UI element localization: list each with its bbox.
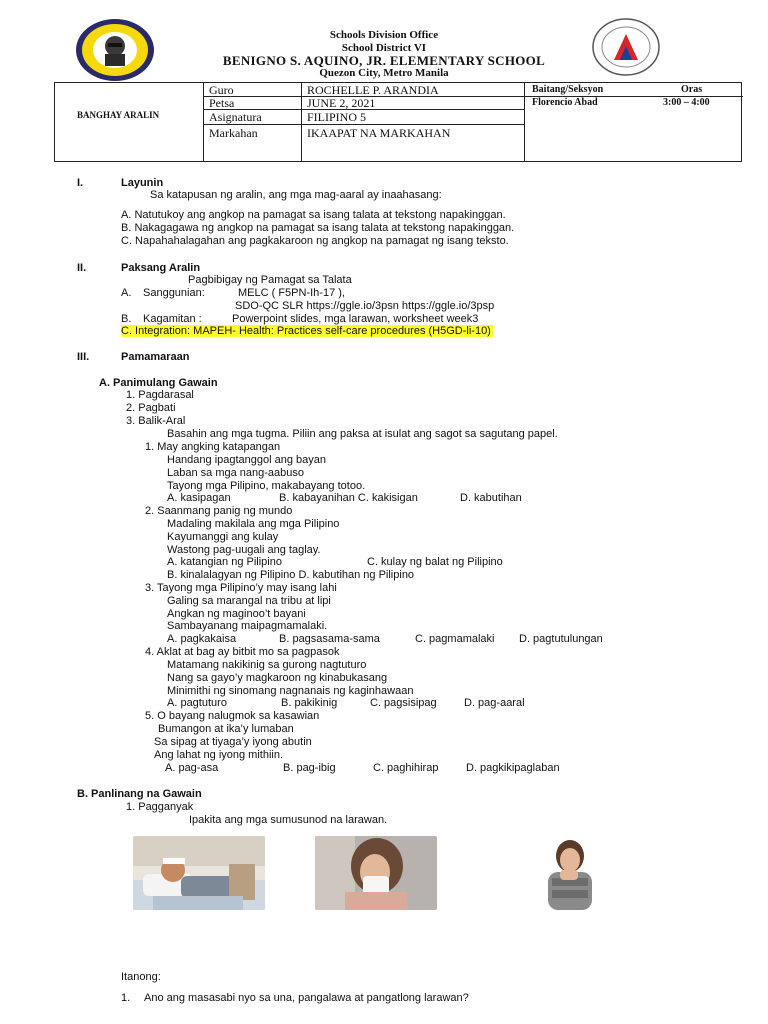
sneezing-woman-photo: [315, 836, 437, 910]
q4-choice-a: A. pagtuturo: [167, 697, 227, 709]
materials-key: Kagamitan :: [143, 313, 202, 325]
table-title: BANGHAY ARALIN: [77, 110, 160, 120]
q4-choice-d: D. pag-aaral: [464, 697, 525, 709]
objective-a: A. Natutukoy ang angkop na pamagat sa isang talata at tekstong napakinggan.: [121, 209, 506, 221]
q2-choice-a: A. katangian ng Pilipino: [167, 556, 282, 568]
q3-line-2: Galing sa marangal na tribu at lipi: [167, 595, 331, 607]
section-1-title: Layunin: [121, 177, 164, 189]
q2-line-2: Madaling makilala ang mga Pilipino: [167, 518, 340, 530]
itanong-label: Itanong:: [121, 971, 161, 983]
b-item-1: 1. Pagganyak: [126, 801, 194, 813]
lesson-topic: Pagbibigay ng Pamagat sa Talata: [188, 274, 352, 286]
q4-line-2: Matamang nakikinig sa gurong nagtuturo: [167, 659, 367, 671]
q4-line-3: Nang sa gayo’y magkaroon ng kinabukasang: [167, 672, 388, 684]
label-asignatura: Asignatura: [209, 110, 262, 124]
section-3-number: III.: [77, 351, 90, 363]
q2-line-4: Wastong pag-uugali ang taglay.: [167, 544, 321, 556]
section-value: Florencio Abad: [532, 97, 598, 108]
part-b-title: B. Panlinang na Gawain: [77, 788, 202, 800]
value-asignatura: FILIPINO 5: [307, 110, 366, 124]
q1-line-3: Laban sa mga nang-aabuso: [167, 467, 304, 479]
q5-line-1: 5. O bayang nalugmok sa kasawian: [145, 710, 320, 722]
q3-choice-b: B. pagsasama-sama: [279, 633, 380, 645]
reference-melc: MELC ( F5PN-Ih-17 ),: [238, 287, 345, 299]
q5-line-4: Ang lahat ng iyong mithiin.: [154, 749, 284, 761]
q4-line-4: Minimithi ng sinomang nagnanais ng kaginhawaan: [167, 685, 414, 697]
q5-choice-a: A. pag-asa: [165, 762, 219, 774]
q1-choice-a: A. kasipagan: [167, 492, 231, 504]
q1-choice-bc: B. kabayanihan C. kakisigan: [279, 492, 418, 504]
q2-line-1: 2. Saanmang panig ng mundo: [145, 505, 293, 517]
reference-label: A.: [121, 287, 132, 299]
section-3-title: Pamamaraan: [121, 351, 190, 363]
q3-choice-c: C. pagmamalaki: [415, 633, 495, 645]
q5-choice-d: D. pagkikipaglaban: [466, 762, 560, 774]
q1-line-4: Tayong mga Pilipino, makabayang totoo.: [167, 480, 366, 492]
part-a-title: A. Panimulang Gawain: [99, 377, 218, 389]
q3-line-1: 3. Tayong mga Pilipino’y may isang lahi: [145, 582, 337, 594]
q2-choice-c: C. kulay ng balat ng Pilipino: [367, 556, 503, 568]
label-guro: Guro: [209, 83, 234, 97]
q4-choice-c: C. pagsisipag: [370, 697, 437, 709]
q3-line-4: Sambayanang maipagmamalaki.: [167, 620, 328, 632]
q4-line-1: 4. Aklat at bag ay bitbit mo sa pagpasok: [145, 646, 340, 658]
lesson-info-table: [54, 82, 742, 162]
value-guro: ROCHELLE P. ARANDIA: [307, 83, 439, 97]
time-value: 3:00 – 4:00: [663, 97, 710, 108]
q5-line-2: Bumangon at ika’y lumaban: [158, 723, 294, 735]
section-2-title: Paksang Aralin: [121, 262, 201, 274]
section-2-number: II.: [77, 262, 87, 274]
value-petsa: JUNE 2, 2021: [307, 96, 376, 110]
a-item-1: 1. Pagdarasal: [126, 389, 194, 401]
q5-choice-c: C. paghihirap: [373, 762, 439, 774]
time-header: Oras: [681, 84, 703, 95]
a-item-2: 2. Pagbati: [126, 402, 176, 414]
section-1-intro: Sa katapusan ng aralin, ang mga mag-aaral ay inaahasang:: [150, 189, 442, 201]
question-1-text: Ano ang masasabi nyo sa una, pangalawa at pangatlong larawan?: [144, 992, 469, 1004]
integration-highlight: C. Integration: MAPEH- Health: Practices self-care procedures (H5GD-li-10): [121, 325, 491, 337]
school-location: Quezon City, Metro Manila: [319, 67, 449, 79]
review-instruction: Basahin ang mga tugma. Piliin ang paksa at isulat ang sagot sa sagutang papel.: [167, 428, 558, 440]
objective-b: B. Nakagagawa ng angkop na pamagat sa isang talata at tekstong napakinggan.: [121, 222, 515, 234]
q2-choice-bd: B. kinalalagyan ng Pilipino D. kabutihan ng Pilipino: [167, 569, 415, 581]
b-instruction: Ipakita ang mga sumusunod na larawan.: [189, 814, 388, 826]
label-petsa: Petsa: [209, 96, 235, 110]
a-item-3: 3. Balik-Aral: [126, 415, 186, 427]
q4-choice-b: B. pakikinig: [281, 697, 338, 709]
q2-line-3: Kayumanggi ang kulay: [167, 531, 279, 543]
label-markahan: Markahan: [209, 126, 258, 140]
q3-line-3: Angkan ng maginoo’t bayani: [167, 608, 306, 620]
materials-label: B.: [121, 313, 132, 325]
q5-line-3: Sa sipag at tiyaga’y iyong abutin: [154, 736, 312, 748]
reference-links: SDO-QC SLR https://ggle.io/3psn https://ggle.io/3psp: [235, 300, 495, 312]
objective-c: C. Napahahalagahan ang pagkakaroon ng angkop na pamagat ng isang teksto.: [121, 235, 509, 247]
q1-choice-d: D. kabutihan: [460, 492, 522, 504]
reference-key: Sanggunian:: [143, 287, 205, 299]
coughing-woman-photo: [518, 836, 620, 910]
school-name: BENIGNO S. AQUINO, JR. ELEMENTARY SCHOOL: [222, 53, 546, 68]
question-1-number: 1.: [121, 992, 131, 1004]
materials-value: Powerpoint slides, mga larawan, worksheet week3: [232, 313, 479, 325]
section-header: Baitang/Seksyon: [532, 84, 604, 95]
school-district: School District VI: [341, 42, 427, 54]
value-markahan: IKAAPAT NA MARKAHAN: [307, 126, 451, 140]
q3-choice-d: D. pagtutulungan: [519, 633, 603, 645]
division-office-title: Schools Division Office: [329, 29, 439, 41]
q1-line-2: Handang ipagtanggol ang bayan: [167, 454, 327, 466]
section-1-number: I.: [77, 177, 84, 189]
q3-choice-a: A. pagkakaisa: [167, 633, 237, 645]
sick-man-photo: [133, 836, 265, 910]
q5-choice-b: B. pag-ibig: [283, 762, 336, 774]
q1-line-1: 1. May angking katapangan: [145, 441, 281, 453]
